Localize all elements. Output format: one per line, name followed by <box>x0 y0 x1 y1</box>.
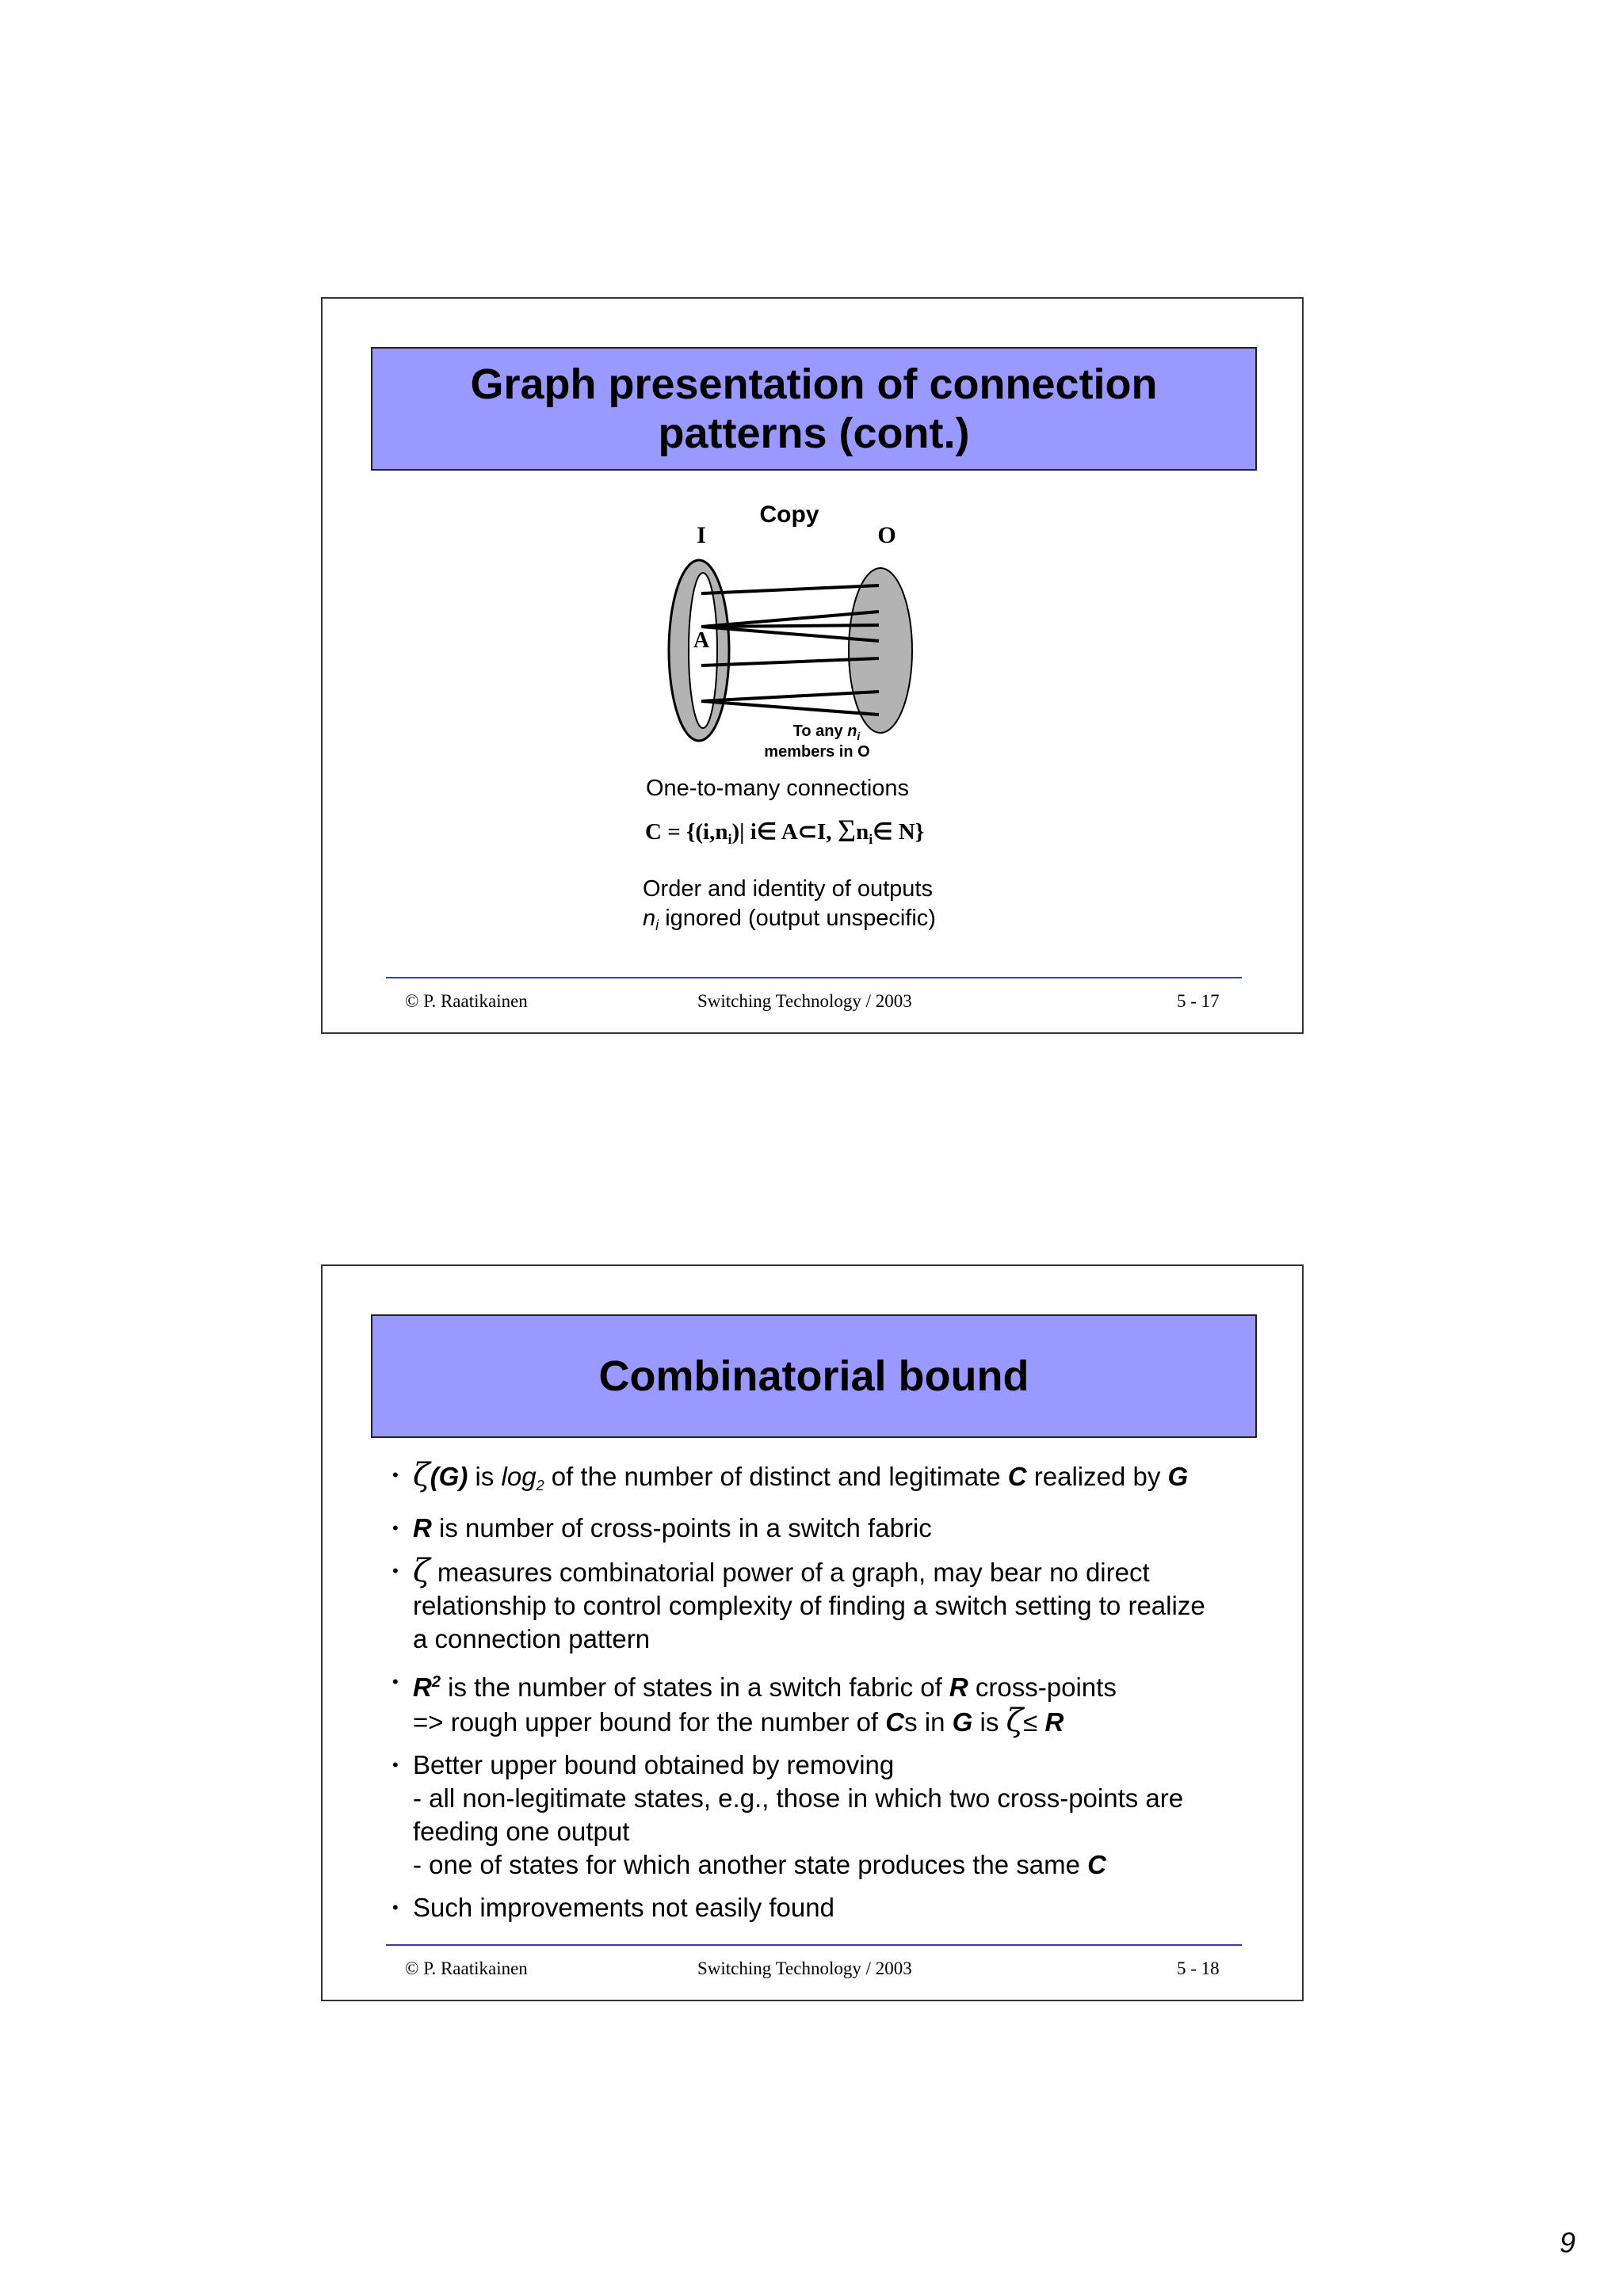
bullet-improvements: • Such improvements not easily found <box>392 1893 834 1922</box>
footer-divider <box>386 1944 1242 1946</box>
connection-type-text: One-to-many connections <box>646 776 910 801</box>
footer-divider <box>386 977 1242 978</box>
bullet-r-squared: • $R^2$ is the number of states in a switch fabric of R cross-points => rough upper bound for the number of Cs in G is ζ≤ R <box>392 1672 1117 1739</box>
label-input-set: I <box>697 522 706 548</box>
slide-title-box <box>371 1314 1257 1438</box>
bullet-list <box>381 1459 1269 1934</box>
diagram-note-line1: To any $n_i$ <box>792 723 861 742</box>
page-number: 9 <box>1560 2226 1576 2259</box>
footer-slide-number: 5 - 18 <box>1177 1958 1220 1978</box>
slide-title: Combinatorial bound <box>598 1352 1029 1400</box>
output-set-ellipse <box>849 568 912 733</box>
label-subset: A <box>693 628 710 653</box>
label-output-set: O <box>877 522 896 548</box>
bullet-zeta-definition: • ζ(G) is $\log_2$ of the number of distinct and legitimate C realized by G <box>392 1457 1189 1493</box>
footer-author: © P. Raatikainen <box>405 991 528 1011</box>
slide-5-18 <box>321 1264 1304 2001</box>
diagram-note-line2: members in O <box>764 743 870 761</box>
slide-5-17 <box>321 297 1304 1034</box>
footer-author: © P. Raatikainen <box>405 1958 528 1978</box>
diagram-heading: Copy <box>759 502 819 528</box>
bullet-r-definition: • R is number of cross-points in a switch fabric <box>392 1513 932 1543</box>
footer-course: Switching Technology / 2003 <box>697 991 912 1011</box>
output-note: Order and identity of outputs $n_i$ ignored (output unspecific) <box>643 876 936 933</box>
bullet-zeta-power: • ζ measures combinatorial power of a graph, may bear no direct relationship to control complexity of finding a switch setting to realize a connection pattern <box>392 1553 1205 1653</box>
slide-title: Graph presentation of connection patterns (cont.) <box>470 360 1158 457</box>
bullet-better-bound: • Better upper bound obtained by removing - all non-legitimate states, e.g., those in which two cross-points are feeding one output - one of states for which another state produces the same C <box>392 1750 1184 1879</box>
footer-course: Switching Technology / 2003 <box>697 1958 912 1978</box>
footer-slide-number: 5 - 17 <box>1177 991 1220 1011</box>
connection-formula: $C = \{(i,n_i)|$ i∈ A⊂I, $\Sigma n_i\in$ N} <box>645 813 925 849</box>
